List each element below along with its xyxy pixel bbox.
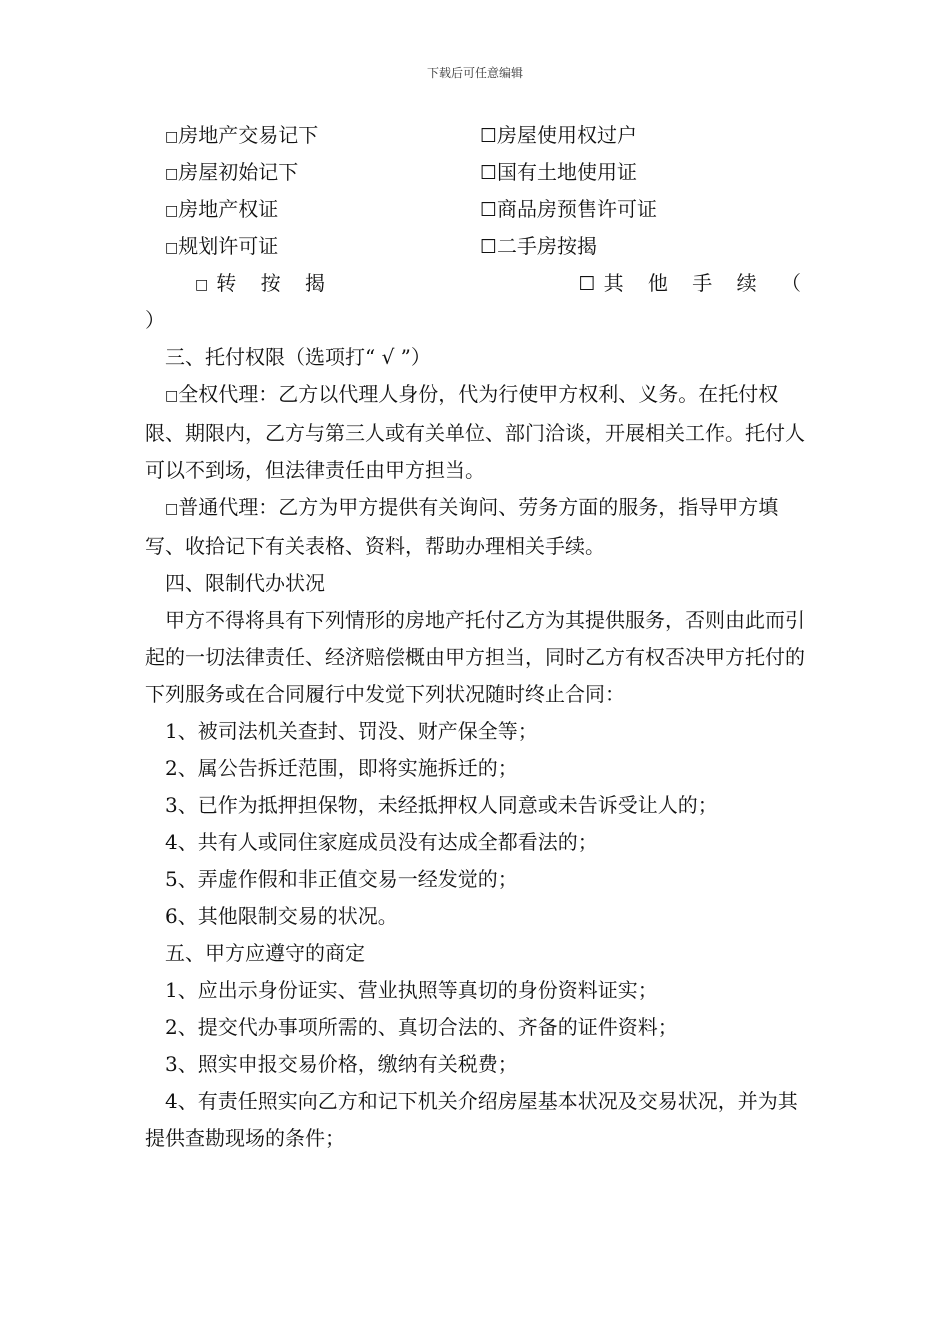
procedure-label: 房地产权证 — [178, 197, 279, 221]
checkbox-icon[interactable]: □ — [165, 129, 179, 145]
procedure-row — [145, 117, 810, 154]
procedure-label: 国有土地使用证 — [497, 160, 638, 184]
list-item: 1、被司法机关查封、罚没、财产保全等； — [165, 719, 538, 743]
procedure-label: 二手房按揭 — [497, 234, 598, 258]
checkbox-icon[interactable]: ☐ — [480, 125, 498, 147]
list-item: 4、共有人或同住家庭成员没有达成全都看法的； — [165, 830, 598, 854]
list-item: 4、有责任照实向乙方和记下机关介绍房屋基本状况及交易状况，并为其提供查勘现场的条件； — [145, 1089, 798, 1150]
procedure-label: 转 按 揭 — [216, 271, 334, 295]
list-item: 2、提交代办事项所需的、真切合法的、齐备的证件资料； — [165, 1015, 678, 1039]
list-item: 2、属公告拆迁范围，即将实施拆迁的； — [165, 756, 518, 780]
list-item: 6、其他限制交易的状况。 — [165, 904, 398, 928]
procedure-label: 其 他 手 续 （ — [603, 271, 810, 295]
checkbox-icon[interactable]: □ — [165, 166, 179, 182]
section-5-title: 五、甲方应遵守的商定 — [165, 941, 365, 965]
procedure-row — [145, 228, 810, 265]
checkbox-icon[interactable]: ☐ — [480, 199, 498, 221]
checkbox-icon[interactable]: □ — [195, 277, 209, 293]
list-item: 3、照实申报交易价格，缴纳有关税费； — [165, 1052, 518, 1076]
close-paren: ） — [145, 308, 165, 332]
list-item: 1、应出示身份证实、营业执照等真切的身份资料证实； — [165, 978, 658, 1002]
page-header-note: 下载后可任意编辑 — [426, 66, 523, 80]
checkbox-icon[interactable]: □ — [165, 203, 179, 219]
section-3-general-agency — [145, 489, 810, 565]
section-3-title: 三、托付权限（选项打“ √ ”） — [165, 345, 431, 369]
list-item: 5、弄虚作假和非正值交易一经发觉的； — [165, 867, 518, 891]
procedure-row-last — [145, 265, 810, 302]
procedure-row — [145, 154, 810, 191]
checkbox-icon[interactable]: □ — [165, 240, 179, 256]
list-item: 3、已作为抵押担保物，未经抵押权人同意或未告诉受让人的； — [165, 793, 718, 817]
procedure-label: 房地产交易记下 — [178, 123, 319, 147]
procedure-label: 规划许可证 — [178, 234, 279, 258]
checkbox-icon[interactable]: ☐ — [480, 236, 498, 258]
checkbox-icon[interactable]: ☐ — [480, 162, 498, 184]
full-agency-text: 全权代理：乙方以代理人身份，代为行使甲方权利、义务。在托付权限、期限内，乙方与第三人或有关单位、部门洽谈，开展相关工作。托付人可以不到场，但法律责任由甲方担当。 — [145, 382, 805, 482]
procedure-label: 房屋使用权过户 — [497, 123, 638, 147]
procedure-row — [145, 191, 810, 228]
document-body — [145, 117, 810, 1157]
procedure-label: 房屋初始记下 — [178, 160, 299, 184]
general-agency-text: 普通代理：乙方为甲方提供有关询问、劳务方面的服务，指导甲方填写、收拾记下有关表格、资料，帮助办理相关手续。 — [145, 495, 779, 558]
section-4-intro: 甲方不得将具有下列情形的房地产托付乙方为其提供服务，否则由此而引起的一切法律责任、经济赔偿概由甲方担当，同时乙方有权否决甲方托付的下列服务或在合同履行中发觉下列状况随时终止合同： — [145, 608, 805, 706]
procedure-label: 商品房预售许可证 — [497, 197, 658, 221]
section-3-full-agency — [145, 376, 810, 489]
checkbox-icon[interactable]: ☐ — [578, 273, 596, 295]
checkbox-icon[interactable]: □ — [165, 501, 179, 517]
section-4-title: 四、限制代办状况 — [165, 571, 325, 595]
checkbox-icon[interactable]: □ — [165, 388, 179, 404]
